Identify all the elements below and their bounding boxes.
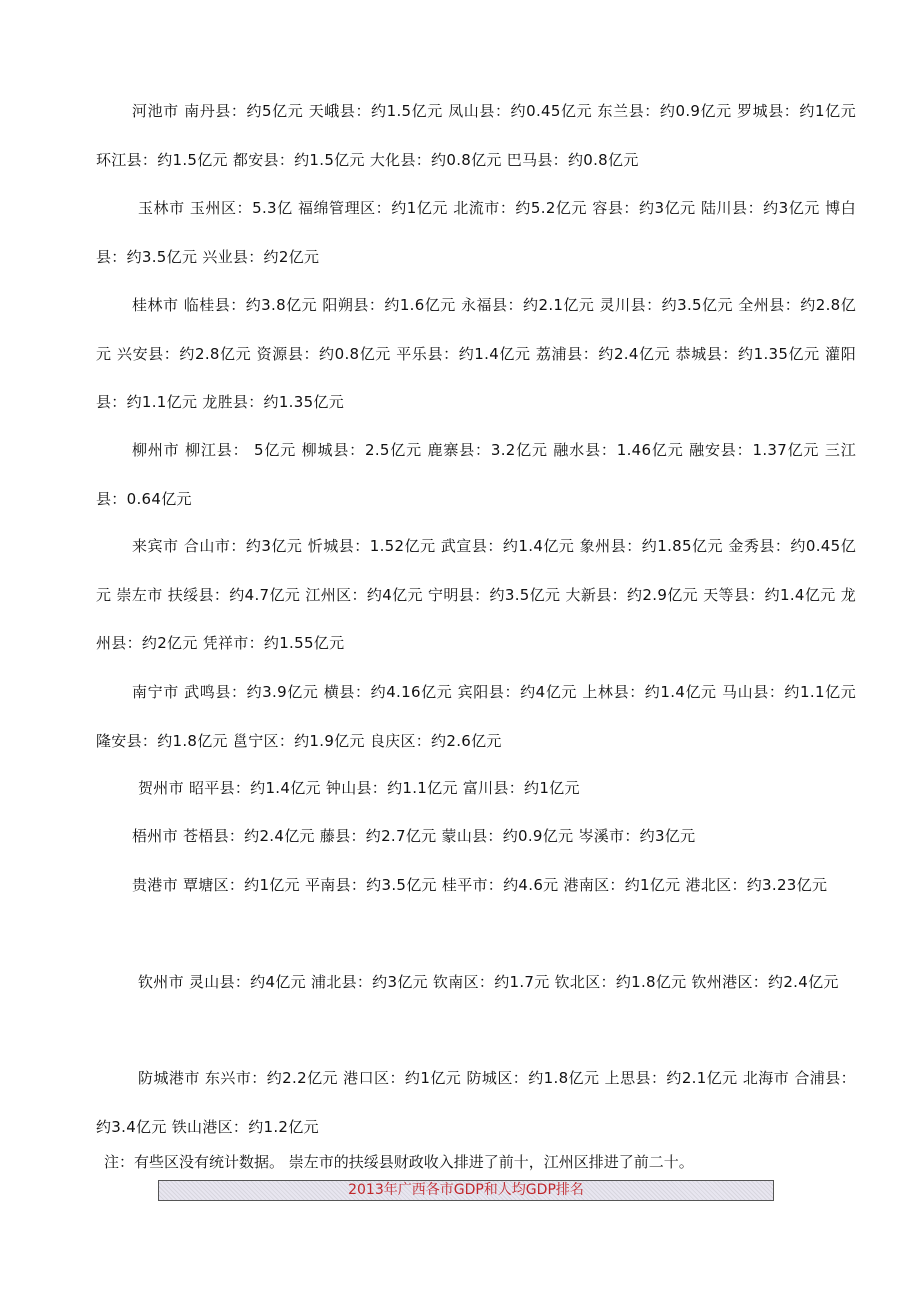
table-title-box	[158, 1180, 774, 1201]
paragraph-wuzhou: 梧州市 苍梧县：约2.4亿元 藤县：约2.7亿元 蒙山县：约0.9亿元 岑溪市：约3亿元	[132, 827, 696, 845]
paragraph-liuzhou: 柳州市 柳江县： 5亿元 柳城县：2.5亿元 鹿寨县：3.2亿元 融水县：1.46亿元 融安县：1.37亿元 三江县：0.64亿元	[96, 441, 856, 508]
paragraph-yulin: 玉林市 玉州区：5.3亿 福绵管理区：约1亿元 北流市：约5.2亿元 容县：约3亿元 陆川县：约3亿元 博白县：约3.5亿元 兴业县：约2亿元	[96, 199, 856, 266]
paragraph-guigang: 贵港市 覃塘区：约1亿元 平南县：约3.5亿元 桂平市：约4.6元 港南区：约1亿元 港北区：约3.23亿元	[132, 876, 828, 894]
paragraph-laibin: 来宾市 合山市：约3亿元 忻城县：1.52亿元 武宣县：约1.4亿元 象州县：约1.85亿元 金秀县：约0.45亿元 崇左市 扶绥县：约4.7亿元 江州区：约4亿元 宁明县：约3.5亿元 大新县：约2.9亿元 天等县：约1.4亿元 龙州县：约2亿元 凭祥市：约1.55亿元	[96, 537, 856, 653]
paragraph-qinzhou: 钦州市 灵山县：约4亿元 浦北县：约3亿元 钦南区：约1.7元 钦北区：约1.8亿元 钦州港区：约2.4亿元	[138, 973, 839, 991]
table-title: 2013年广西各市GDP和人均GDP排名	[348, 1182, 584, 1198]
paragraph-nanning: 南宁市 武鸣县：约3.9亿元 横县：约4.16亿元 宾阳县：约4亿元 上林县：约1.4亿元 马山县：约1.1亿元 隆安县：约1.8亿元 邕宁区：约1.9亿元 良庆区：约2.6亿元	[96, 683, 856, 750]
paragraph-hechi: 河池市 南丹县：约5亿元 天峨县：约1.5亿元 凤山县：约0.45亿元 东兰县：约0.9亿元 罗城县：约1亿元 环江县：约1.5亿元 都安县：约1.5亿元 大化县：约0.8亿元 巴马县：约0.8亿元	[96, 102, 856, 169]
paragraph-fangchenggang: 防城港市 东兴市：约2.2亿元 港口区：约1亿元 防城区：约1.8亿元 上思县：约2.1亿元 北海市 合浦县：约3.4亿元 铁山港区：约1.2亿元	[96, 1069, 856, 1136]
footnote: 注：有些区没有统计数据。 崇左市的扶绥县财政收入排进了前十，江州区排进了前二十。	[104, 1153, 694, 1171]
paragraph-hezhou: 贺州市 昭平县：约1.4亿元 钟山县：约1.1亿元 富川县：约1亿元	[138, 779, 580, 797]
paragraph-guilin: 桂林市 临桂县：约3.8亿元 阳朔县：约1.6亿元 永福县：约2.1亿元 灵川县：约3.5亿元 全州县：约2.8亿元 兴安县：约2.8亿元 资源县：约0.8亿元 平乐县：约1.4亿元 荔浦县：约2.4亿元 恭城县：约1.35亿元 灌阳县：约1.1亿元 龙胜县：约1.35亿元	[96, 296, 856, 412]
